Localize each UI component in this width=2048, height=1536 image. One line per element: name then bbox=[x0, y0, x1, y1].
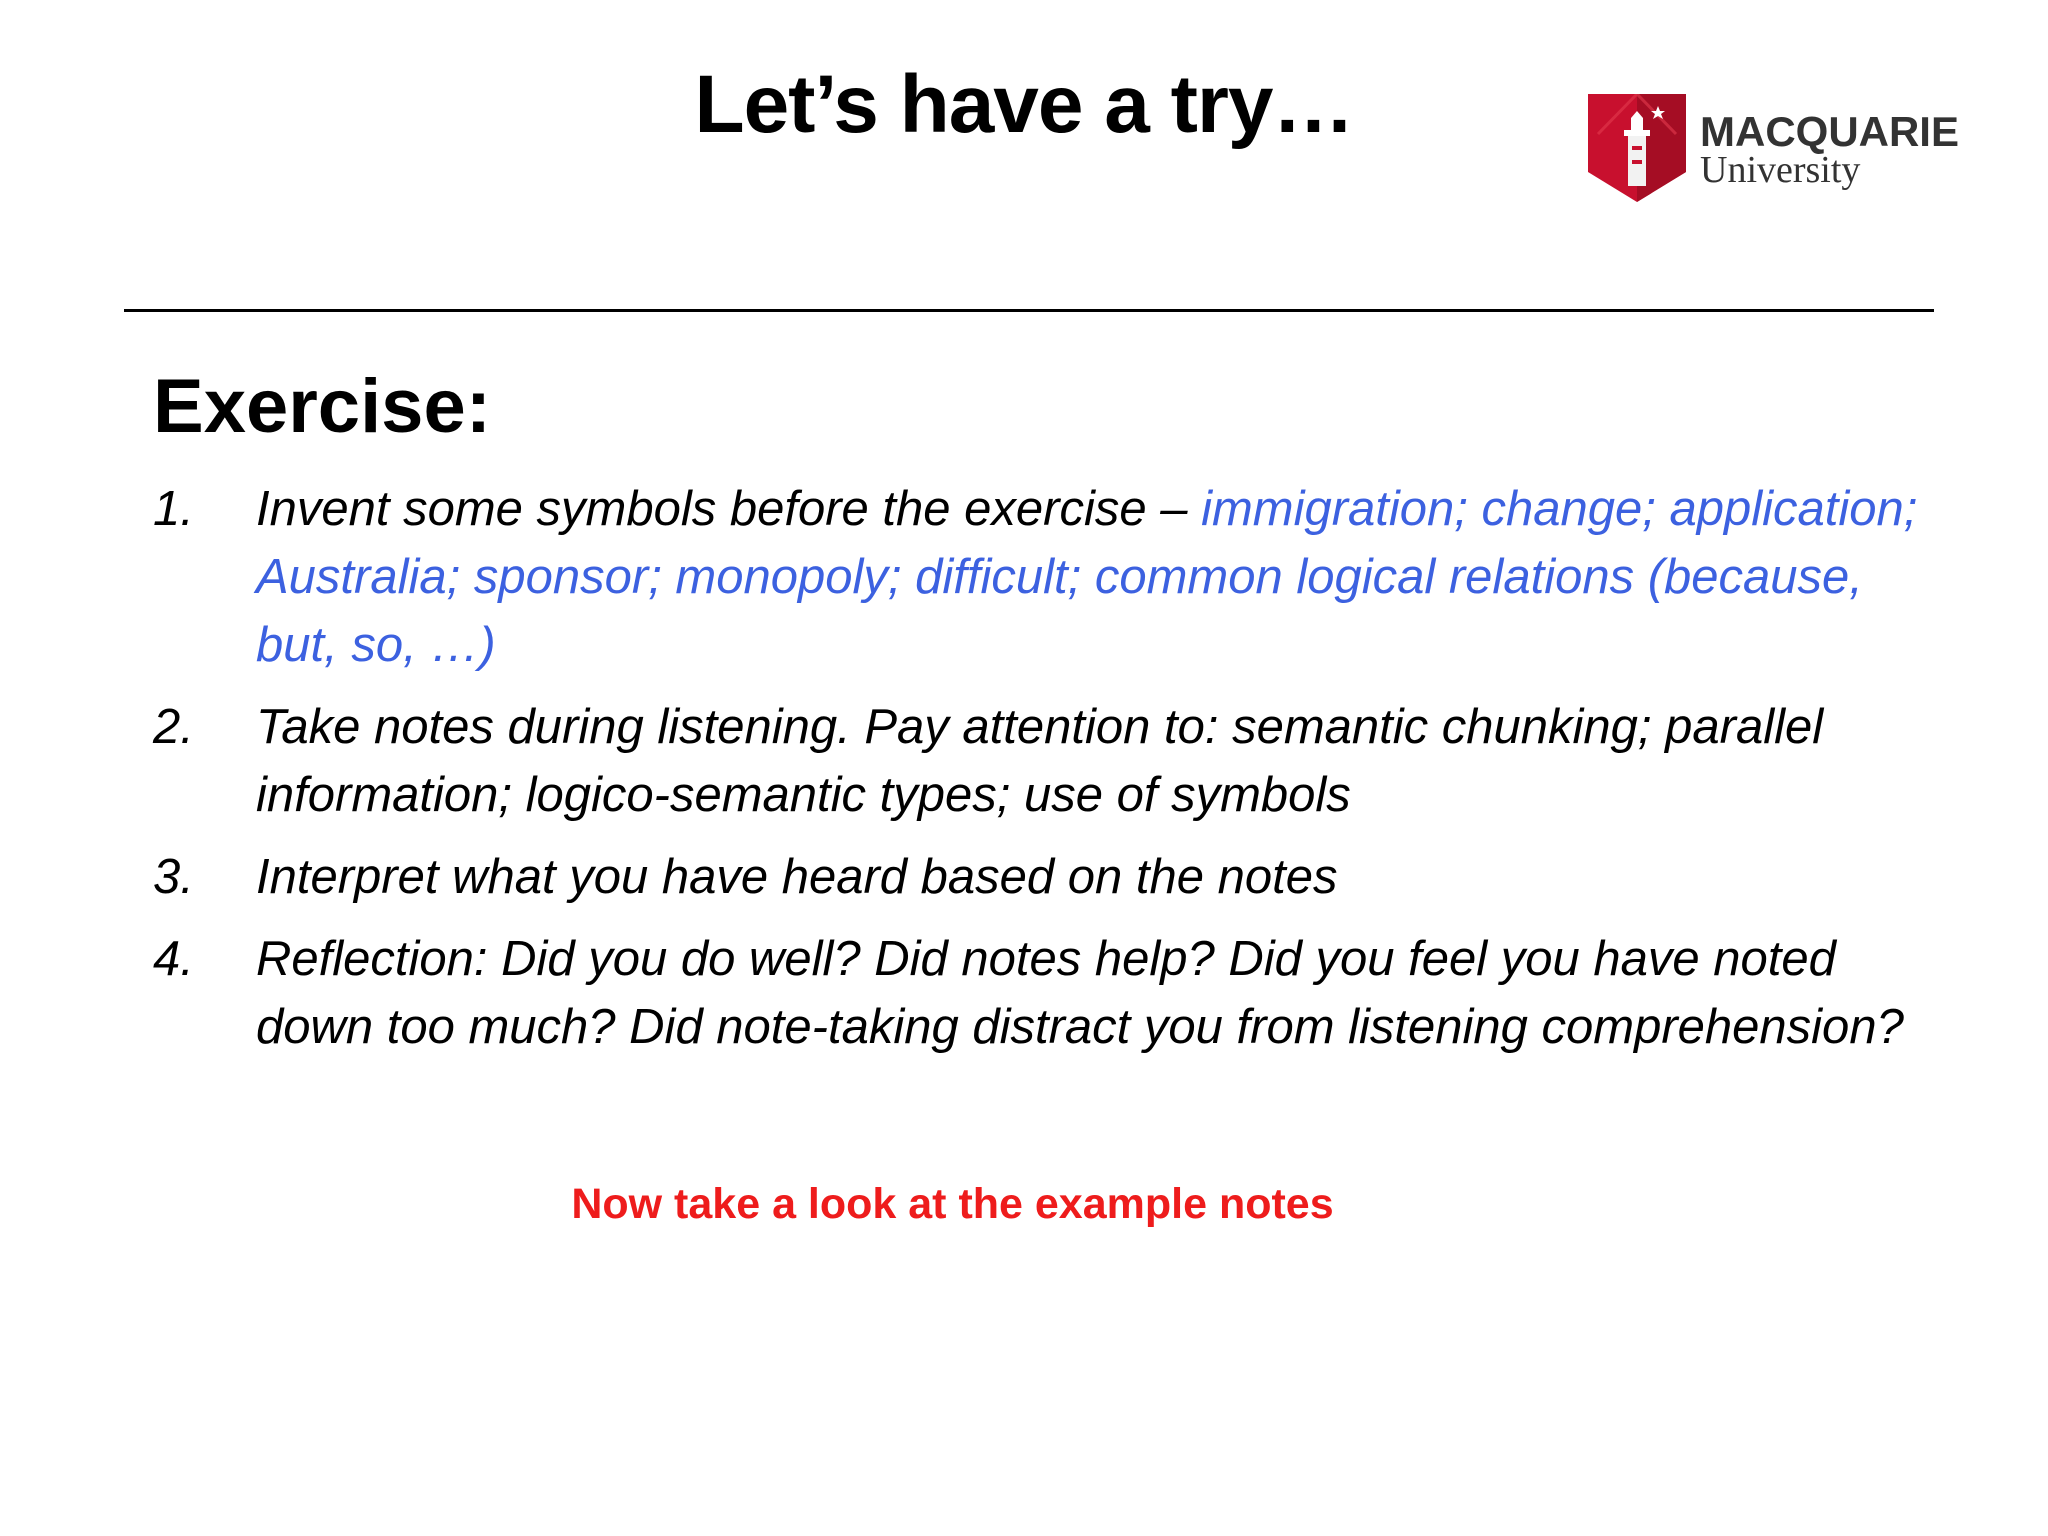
item-number: 2. bbox=[153, 700, 194, 754]
logo-name: MACQUARIE bbox=[1700, 108, 1959, 155]
macquarie-logo bbox=[1588, 94, 1958, 204]
lighthouse-shield-icon bbox=[1588, 94, 1686, 202]
divider bbox=[124, 309, 1934, 312]
list-item bbox=[153, 475, 1953, 679]
item-text bbox=[256, 475, 1953, 679]
exercise-list bbox=[153, 475, 1953, 1075]
list-item bbox=[153, 843, 1953, 911]
item-text-main: Invent some symbols before the exercise – bbox=[256, 482, 1202, 536]
item-text-highlight: immigration; change; application; Australia; sponsor; monopoly; difficult; common logical relations (because, but, so, …) bbox=[256, 482, 1918, 672]
item-number: 1. bbox=[153, 482, 194, 536]
item-number: 4. bbox=[153, 932, 194, 986]
list-item bbox=[153, 925, 1953, 1061]
slide-title: Let’s have a try… bbox=[694, 59, 1354, 150]
list-item bbox=[153, 693, 1953, 829]
example-notes-callout: Now take a look at the example notes bbox=[571, 1180, 1334, 1228]
item-text: Reflection: Did you do well? Did notes help? Did you feel you have noted down too much? Did note-taking distract you from listening comprehension? bbox=[256, 932, 1904, 1054]
exercise-heading: Exercise: bbox=[153, 364, 492, 449]
item-text: Take notes during listening. Pay attention to: semantic chunking; parallel information; logico-semantic types; use of symbols bbox=[256, 700, 1824, 822]
item-number: 3. bbox=[153, 850, 194, 904]
item-text: Interpret what you have heard based on the notes bbox=[256, 850, 1338, 904]
logo-subtitle: University bbox=[1700, 149, 1861, 191]
